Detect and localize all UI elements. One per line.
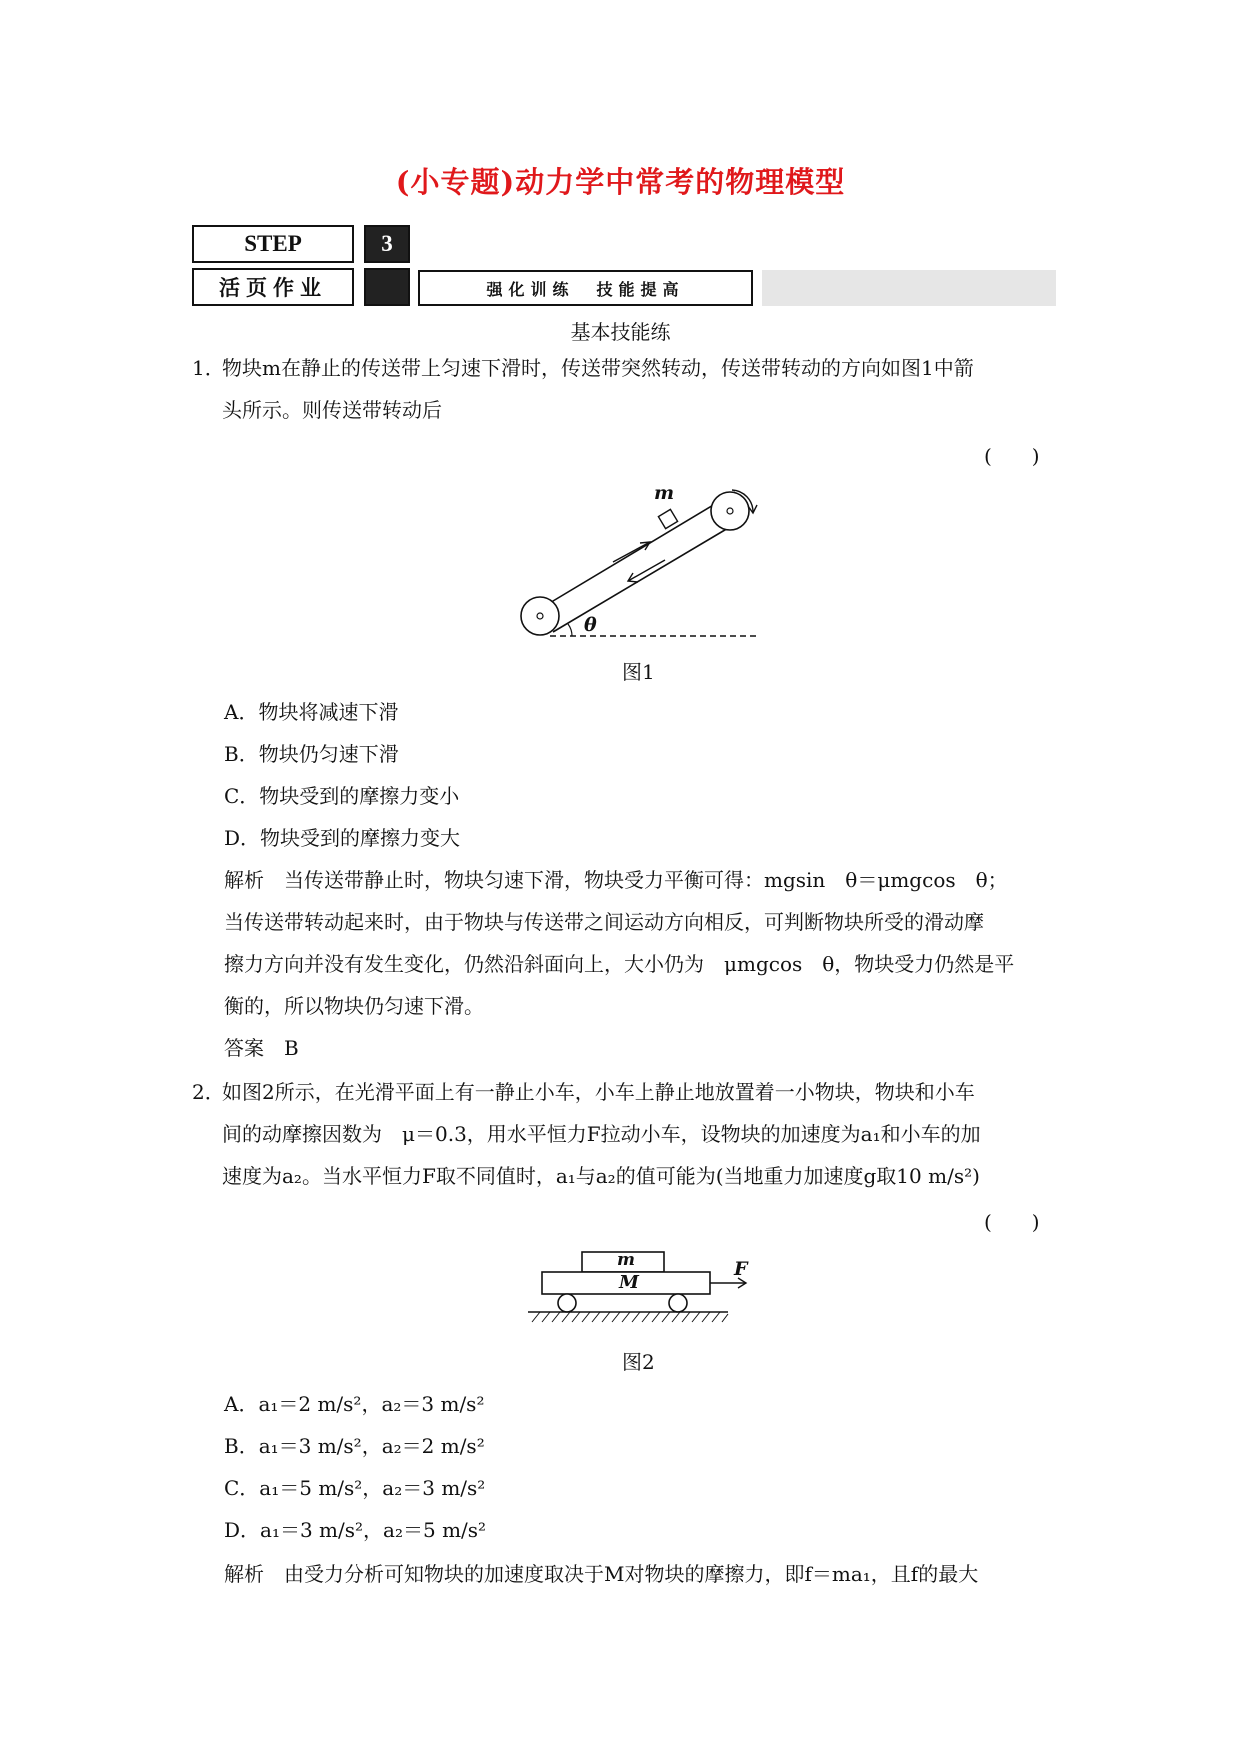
q1-analysis-line2: 当传送带转动起来时，由于物块与传送带之间运动方向相反，可判断物块所受的滑动摩 bbox=[224, 910, 984, 934]
q2-option-d: D．a₁＝3 m/s²，a₂＝5 m/s² bbox=[224, 1518, 487, 1542]
q1-analysis-line1: 解析 当传送带静止时，物块匀速下滑，物块受力平衡可得：mgsin θ＝μmgcos θ； bbox=[224, 868, 1008, 892]
figure-2-caption: 图2 bbox=[622, 1350, 655, 1374]
figure-2-label-m: m bbox=[617, 1250, 635, 1270]
q1-option-d: D．物块受到的摩擦力变大 bbox=[224, 826, 461, 850]
page-title: (小专题)动力学中常考的物理模型 bbox=[395, 165, 846, 199]
q2-analysis-line1: 解析 由受力分析可知物块的加速度取决于M对物块的摩擦力，即f＝ma₁，且f的最大 bbox=[224, 1562, 979, 1586]
step-number: 3 bbox=[364, 225, 410, 263]
q2-answer-paren: ( ) bbox=[984, 1210, 1040, 1234]
q2-option-a: A．a₁＝2 m/s²，a₂＝3 m/s² bbox=[224, 1392, 485, 1416]
q1-answer: 答案 B bbox=[224, 1036, 299, 1060]
q1-number: 1． bbox=[192, 356, 225, 380]
figure-1-caption: 图1 bbox=[622, 660, 655, 684]
header-gray-bar bbox=[762, 270, 1056, 306]
q1-option-a: A．物块将减速下滑 bbox=[224, 700, 399, 724]
q2-line2: 间的动摩擦因数为 μ＝0.3，用水平恒力F拉动小车，设物块的加速度为a₁和小车的加 bbox=[222, 1122, 981, 1146]
q1-analysis-line4: 衡的，所以物块仍匀速下滑。 bbox=[224, 994, 484, 1018]
figure-2-cart bbox=[528, 1250, 758, 1326]
q1-analysis-line3: 擦力方向并没有发生变化，仍然沿斜面向上，大小仍为 μmgcos θ，物块受力仍然是平 bbox=[224, 952, 1015, 976]
figure-1-conveyor bbox=[510, 486, 770, 646]
q1-option-c: C．物块受到的摩擦力变小 bbox=[224, 784, 460, 808]
q2-option-c: C．a₁＝5 m/s²，a₂＝3 m/s² bbox=[224, 1476, 486, 1500]
homework-subtitle: 强化训练 技能提高 bbox=[418, 270, 753, 306]
q2-line3: 速度为a₂。当水平恒力F取不同值时，a₁与a₂的值可能为(当地重力加速度g取10 m/s²) bbox=[222, 1164, 980, 1188]
q2-line1: 如图2所示，在光滑平面上有一静止小车，小车上静止地放置着一小物块，物块和小车 bbox=[222, 1080, 975, 1104]
q1-answer-paren: ( ) bbox=[984, 444, 1040, 468]
q1-line2: 头所示。则传送带转动后 bbox=[222, 398, 442, 422]
q2-option-b: B．a₁＝3 m/s²，a₂＝2 m/s² bbox=[224, 1434, 485, 1458]
figure-2-label-M: M bbox=[619, 1272, 639, 1293]
q1-option-b: B．物块仍匀速下滑 bbox=[224, 742, 399, 766]
figure-2-label-F: F bbox=[734, 1258, 748, 1280]
section-title: 基本技能练 bbox=[570, 320, 671, 344]
step-label: STEP bbox=[192, 225, 354, 263]
figure-1-label-theta: θ bbox=[584, 614, 597, 636]
q1-line1: 物块m在静止的传送带上匀速下滑时，传送带突然转动，传送带转动的方向如图1中箭 bbox=[222, 356, 974, 380]
homework-dark-box bbox=[364, 268, 410, 306]
q2-number: 2． bbox=[192, 1080, 225, 1104]
figure-1-label-m: m bbox=[654, 482, 675, 504]
homework-label: 活页作业 bbox=[192, 268, 354, 306]
